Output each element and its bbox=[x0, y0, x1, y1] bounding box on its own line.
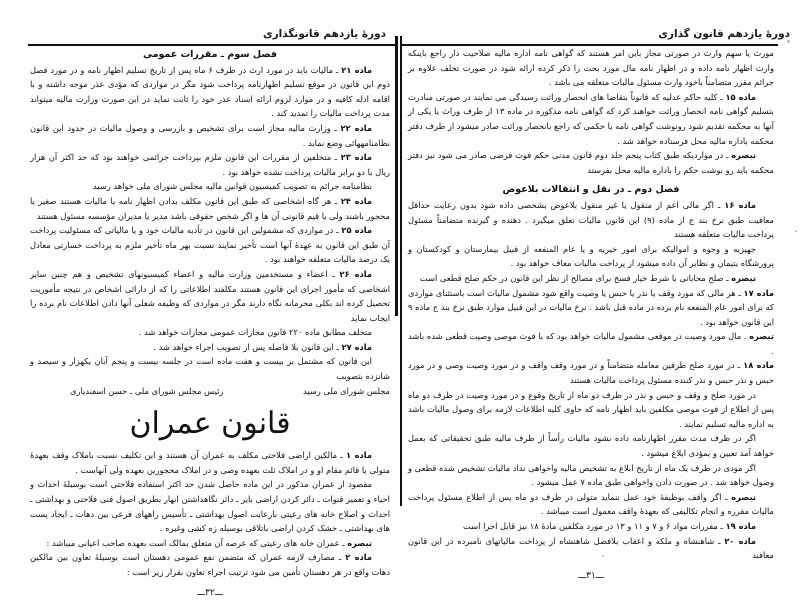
article: ماده ۲۲ ـ وزارت مالیه مجاز است برای تشخیص و بازرسی و وصول مالیات در حدود این قانون نظامنامههائی وضع نماید . bbox=[30, 122, 390, 148]
article: ماده ۱۸ ـ در مورد صلح طرفین معامله متضامناً و در مورد وقف واقف و در مورد وصیت وصی و در مورد حبس و نذر حبس و نذر کننده مسئول پرداخت مالیات هستند bbox=[408, 360, 774, 386]
paragraph: متخلف مطابق ماده ۲۲۰ قانون مجازات عمومی مجازات خواهد شد . bbox=[138, 327, 372, 338]
gutter-rule bbox=[395, 36, 398, 316]
running-head: دورهٔ یازدهم قانون گذاری bbox=[658, 28, 790, 40]
scan-artifact bbox=[795, 230, 797, 232]
section-heading: فصل دوم ـ در نقل و انتقالات بلاعوض bbox=[502, 184, 680, 196]
article: ماده ۱ ـ مالکین اراضی فلاحتی مکلف به عمران آن هستند و این تکلیف نسبت باملاک وقف بعهدهٔ متولی یا قائم مقام او و در املاک ثلث بعهده وصی و در املاک محجورین بعهده ولی آنهاست . bbox=[30, 450, 390, 475]
running-head: دورهٔ یازدهم قانونگذاری bbox=[262, 28, 386, 40]
article: ماده ۲۳ ـ متخلفین از مقررات این قانون ملزم بپرداخت جرائمی خواهند بود که حد اکثر آن هزار ریال یا دو برابر مالیات پرداخت نشده خواهد بود . bbox=[30, 152, 390, 177]
scan-artifact bbox=[602, 555, 604, 557]
note: تبصره ـ عمران خانه های رعیتی که عرصه آن متعلق بمالک است بعهده صاحب اعیانی میباشد : bbox=[46, 537, 372, 548]
note: تبصره . مال مورد وصیت در موقعی مشمول مالیات خواهد بود که با فوت موصی وصیت قطعی شده باشد . bbox=[408, 331, 774, 356]
continuation-paragraph: مورث یا سهم وارث در صورتی مجاز باین امر هستند که گواهی نامه اداره مالیه صلاحیت دار راجع باینکه وارث اظهار نامه داده و در اظهار نامه مال مورد بحث را ذکر کرده ارائه شود در صورت تخلف علاوه بر جرائم مقرر متضامناً باخود وارث مسئول مالیات متعلقه می باشد . bbox=[408, 48, 774, 88]
page-number: ـــ۳۱ـــ bbox=[578, 570, 604, 581]
paragraph: در مورد صلح و وقف و حبس و نذر در ظرف دو ماه از تاریخ وقوع و در مورد وصیت در ظرف دو ماه پس از اطلاع از فوت موصی مکلفین باید اظهار نامه که حاوی کلیه اطلاعات لازمه برای وصول مالیات باشد به اداره مالیه تسلیم نمایند . bbox=[408, 389, 774, 429]
note: تبصره ـ صلح محاباتی با شرط خیار فسخ برای مصالح از نظر این قانون در حکم صلح قطعی است bbox=[419, 272, 756, 283]
law-title: قانون عمران bbox=[129, 406, 291, 442]
right-page-body bbox=[408, 46, 774, 583]
right-page bbox=[400, 0, 800, 579]
article: ماده ۲۰ ـ شاهنشاه و ملکه و اعقاب بلافصل شاهنشاه از پرداخت مالیاتهای نامبرده در این قانون معافند bbox=[408, 535, 774, 561]
page-number: ـــ۳۲ـــ bbox=[197, 587, 223, 598]
article: ماده ۱۶ ـ اگر مالی اعم از منقول یا غیر منقول بلاعوض بشخصی داده شود بدون رعایت حداقل معافیت طبق نرخ بند ج از ماده (۹) این قانون مالیات تعلق میگیرد . دهنده و گیرنده متضامناً مسئول پرداخت مالیات متعلقه هستند bbox=[408, 199, 774, 240]
paragraph: نظامنامه جرائم به تصویب کمیسیون قوانین مالیه مجلس شورای ملی خواهد رسید bbox=[92, 181, 372, 192]
paragraph: اگر مودی در ظرف یک ماه از تاریخ ابلاغ به تشخیص مالیه واخواهی نداد مالیات تشخیص شده قطعی و وصول خواهد شد . در صورت دادن واخواهی طبق ماده ۷ عمل میشود . bbox=[408, 462, 774, 488]
enactment-note: این قانون که مشتمل بر بیست و هفت ماده است در جلسه بیست و پنجم آبان یکهزار و سیصد و شانزده بتصویب bbox=[30, 356, 390, 382]
signature-left: مجلس شورای ملی رسید bbox=[302, 385, 390, 396]
signature-right: رئیس مجلس شورای ملی ـ حسن اسفندیاری bbox=[70, 385, 224, 396]
note: تبصره ـ در مواردیکه طبق کتاب پنجم جلد دوم قانون مدنی حکم فوت فرضی صادر می شود نیز دفتر محکمه باید رو نوشت حکم را باداره مالیه محل بفرستد bbox=[408, 150, 774, 175]
header-rule bbox=[28, 44, 398, 46]
article: ماده ۲۱ ـ مالیات باید در مورد ارث در ظرف ۶ ماه پس از تاریخ تسلیم اظهار نامه و در مورد فصل دوم این قانون در موقع تسلیم اظهارنامه پرداخت شود مگر در مواردی که مؤدی عذر موجه داشته و با اقامه ادله کافیه و در موارد لزوم ارائه اسناد عذر خود را ثابت نماید در این صورت وزارت مالیه میتواند مدت پرداخت مالیات را تمدید کند . bbox=[30, 64, 390, 119]
article: ماده ۲۶ ـ اعضاء و مستخدمین وزارت مالیه و اعضاء کمیسیونهای تشخیص و هم چنین سایر اشخاصی که مأمور اجرای این قانون هستند مکلفند اطلاعاتی را که از دارائی اشخاص در نتیجه مأموریت تحصیل کرده اند بکلی محرمانه نگاه دارند مگر در مواردی که وظیفه شغلی آنها دادن اطلاعات نام برده را ایجاب نماید bbox=[30, 268, 390, 323]
article: ماده ۲۷ ـ این قانون بلا فاصله پس از تصویب اجراء خواهد شد . bbox=[153, 341, 372, 352]
article: ماده ۱۹ ـ مقررات مواد ۶ و ۷ و ۱۱ و ۱۳ در مورد مکلفین مادهٔ ۱۸ نیز قابل اجرا است bbox=[463, 521, 756, 531]
article: ماده ۲۵ ـ در مواردی که مشمولین این قانون در تأدیه مالیات خود و یا مالیاتی که مسئولیت پرداخت آن طبق این قانون به عهدهٔ آنها است تأخیر نمایند نسبت بهر ماه تأخیر ملزم به پرداخت خسارتی معادل یک درصد مالیات متعلقه خواهند بود . bbox=[30, 225, 390, 265]
left-page-body bbox=[30, 48, 390, 600]
paragraph: مقصود از عمران مذکور در این ماده حاصل شدن حد اکثر استفاده فلاحتی است بوسیلهٔ احداث و احیاء و تعمیر قنوات ـ دائر کردن اراضی بایر ـ دائر نگاهداشتن انهار بطریق اصول فنی فلاحتی و بهداشتی ـ احداث و اصلاح خانه های رعیتی بارعایت اصول بهداشتی ـ تأسیس راههای فرعی بین دهات ـ ایجاد پست های بهداشتی ـ خشک کردن اراضی باتلاقی بوسیله زه کشی وغیره . bbox=[30, 479, 390, 534]
article: ماده ۲ ـ مصارف لازمه عمران که متضمن نفع عمومی دهستان است بوسیلهٔ تعاون بین مالکین دهات واقع در هر دهستان تأمین می شود ترتیب اجراء تعاون بقرار زیر است : bbox=[30, 552, 390, 577]
left-page bbox=[0, 0, 398, 598]
paragraph: جهیزیه و وجوه و اموالیکه برای امور خیریه و یا عام المنفعه از قبیل بیمارستان و کودکستان و پرورشگاه یتیمان و نظایر آن داده میشود از پرداخت مالیات معاف خواهد بود . bbox=[408, 243, 774, 269]
signature-line bbox=[30, 384, 390, 399]
paragraph: اگر در ظرف مدت مقرر اظهارنامه داده نشود مالیات رأساً از طرف مالیه طبق تحقیقاتی که بعمل خواهد آمد تعیین و بمؤدی ابلاغ میشود . bbox=[408, 433, 774, 459]
section-heading: فصل سوم ـ مقررات عمومی bbox=[142, 49, 277, 60]
note: تبصره ـ اگر واقف بوظیفهٔ خود عمل ننماید متولی در ظرف دو ماه پس از اطلاع مسئول پرداخت مالیات مقرره و انجام تکالیفی که بعهدهٔ واقف معمول است میباشد . bbox=[408, 491, 774, 517]
article: ماده ۱۷ ـ هر مالی که مورد وقف یا نذر یا حبس یا وصیت واقع شود مشمول مالیات است باستثنای مواردی که برای امور عام المنفعه نام برده در ماده قبل باشد . نرخ مالیات در این قبیل موارد طبق نرخ بند ج ماده ۹ این قانون خواهد بود . bbox=[408, 287, 775, 327]
article: ماده ۱۵ ـ کلیه حاکم عدلیه که قانوناً بتقاضا های انحصار وراثت رسیدگی می نمایند در صورتی مبادرت بتسلیم گواهی نامه انحصار وراثت خواهند کرد که گواهی نامه مذکوره در ماده ۱۳ از طرف وراث یا یکی از آنها به محکمه تقدیم شود رونوشت گواهی نامه یا حکمی که راجع بانحصار وراثت صادر میشود از طرف دفتر محکمه باداره مالیه محل فرستاده خواهد شد . bbox=[408, 91, 774, 146]
article: ماده ۲۴ ـ هر گاه اشخاصی که طبق این قانون مکلف بدادن اظهار نامه یا مالیات هستند صغیر یا محجور باشند ولی یا قیم قانونی آن ها و اگر شخص حقوقی باشد مدیر یا مدیران مؤسسه مسئول هستند bbox=[30, 195, 390, 221]
gutter-rule bbox=[400, 36, 402, 506]
scan-artifact bbox=[787, 40, 790, 43]
